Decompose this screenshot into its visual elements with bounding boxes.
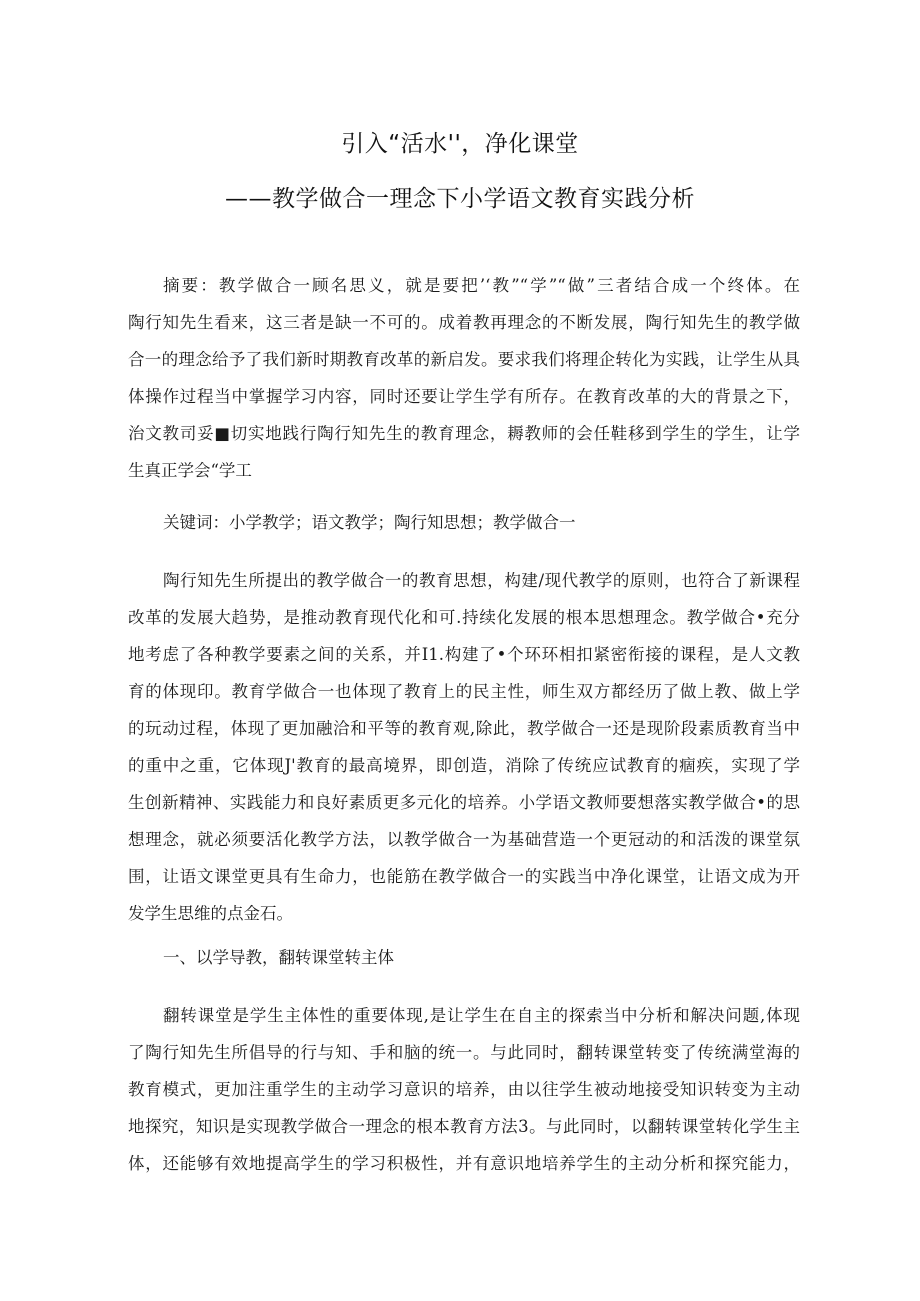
intro-line: 的重中之重，它体现J'教育的最高境界，即创造，消除了传统应试教育的痼疾，实现了学	[128, 756, 800, 775]
keywords-line: 关键词：小学教学；语文教学；陶行知思想；教学做合一	[163, 513, 576, 532]
section1-line: 了陶行知先生所倡导的行与知、手和脑的统一。与此同时，翻转课堂转变了传统满堂海的	[128, 1043, 800, 1062]
intro-line: 发学生思维的点金石。	[128, 904, 293, 923]
section1-line: 翻转课堂是学生主体性的重要体现,是让学生在自主的探索当中分析和解决问题,体现	[163, 1006, 800, 1025]
intro-line: 生创新精神、实践能力和良好素质更多元化的培养。小学语文教师要想落实教学做合•的思	[128, 793, 800, 812]
document-subtitle: ——教学做合一理念下小学语文教育实践分析	[225, 186, 695, 212]
intro-line: 改革的发展大趋势，是推动教育现代化和可.持续化发展的根本思想理念。教学做合•充分	[128, 608, 800, 627]
abstract-line: 合一的理念给予了我们新时期教育改革的新启发。要求我们将理企转化为实践，让学生从具	[128, 350, 800, 369]
abstract-line: 体操作过程当中掌握学习内容，同时还要让学生学有所存。在教育改革的大的背景之下，	[128, 387, 800, 406]
document-title: 引入“活水''，净化课堂	[341, 131, 579, 157]
abstract-line: 陶行知先生看来，这三者是缺一不可的。成着教再理念的不断发展，陶行知先生的教学做	[128, 313, 800, 332]
section-heading: 一、以学导教，翻转课堂转主体	[163, 948, 394, 967]
section1-line: 教育模式，更加注重学生的主动学习意识的培养，由以往学生被动地接受知识转变为主动	[128, 1080, 800, 1099]
intro-line: 围，让语文课堂更具有生命力，也能筋在教学做合一的实践当中净化课堂，让语文成为开	[128, 867, 800, 886]
intro-line: 想理念，就必须要活化教学方法，以教学做合一为基础营造一个更冠动的和活泼的课堂氛	[128, 830, 800, 849]
section1-line: 地探究，知识是实现教学做合一理念的根本教育方法3。与此同时，以翻转课堂转化学生主	[128, 1117, 800, 1136]
intro-line: 陶行知先生所提出的教学做合一的教育思想，构建/现代教学的原则，也符合了新课程	[163, 571, 800, 590]
intro-line: 育的体现印。教育学做合一也体现了教育上的民主性，师生双方都经历了做上教、做上学	[128, 682, 800, 701]
section1-paragraph	[128, 997, 800, 1182]
abstract-line: 摘要：教学做合一顾名思义，就是要把’‘教”“学”“做”三者结合成一个终体。在	[163, 276, 800, 295]
abstract-line: 生真正学会“学工	[128, 461, 252, 480]
intro-paragraph	[128, 562, 800, 932]
intro-line: 的玩动过程，体现了更加融洽和平等的教育观,除此，教学做合一还是现阶段素质教育当中	[128, 719, 800, 738]
abstract-paragraph	[128, 267, 800, 489]
intro-line: 地考虑了各种教学要素之间的关系，并I1.构建了•个环环相扣紧密衔接的课程，是人文教	[128, 645, 800, 664]
section1-line: 体，还能够有效地提高学生的学习积极性，并有意识地培养学生的主动分析和探究能力，	[128, 1154, 800, 1173]
abstract-line: 治文教司妥■切实地践行陶行知先生的教育理念，耨教师的会任鞋移到学生的学生，让学	[128, 424, 800, 443]
